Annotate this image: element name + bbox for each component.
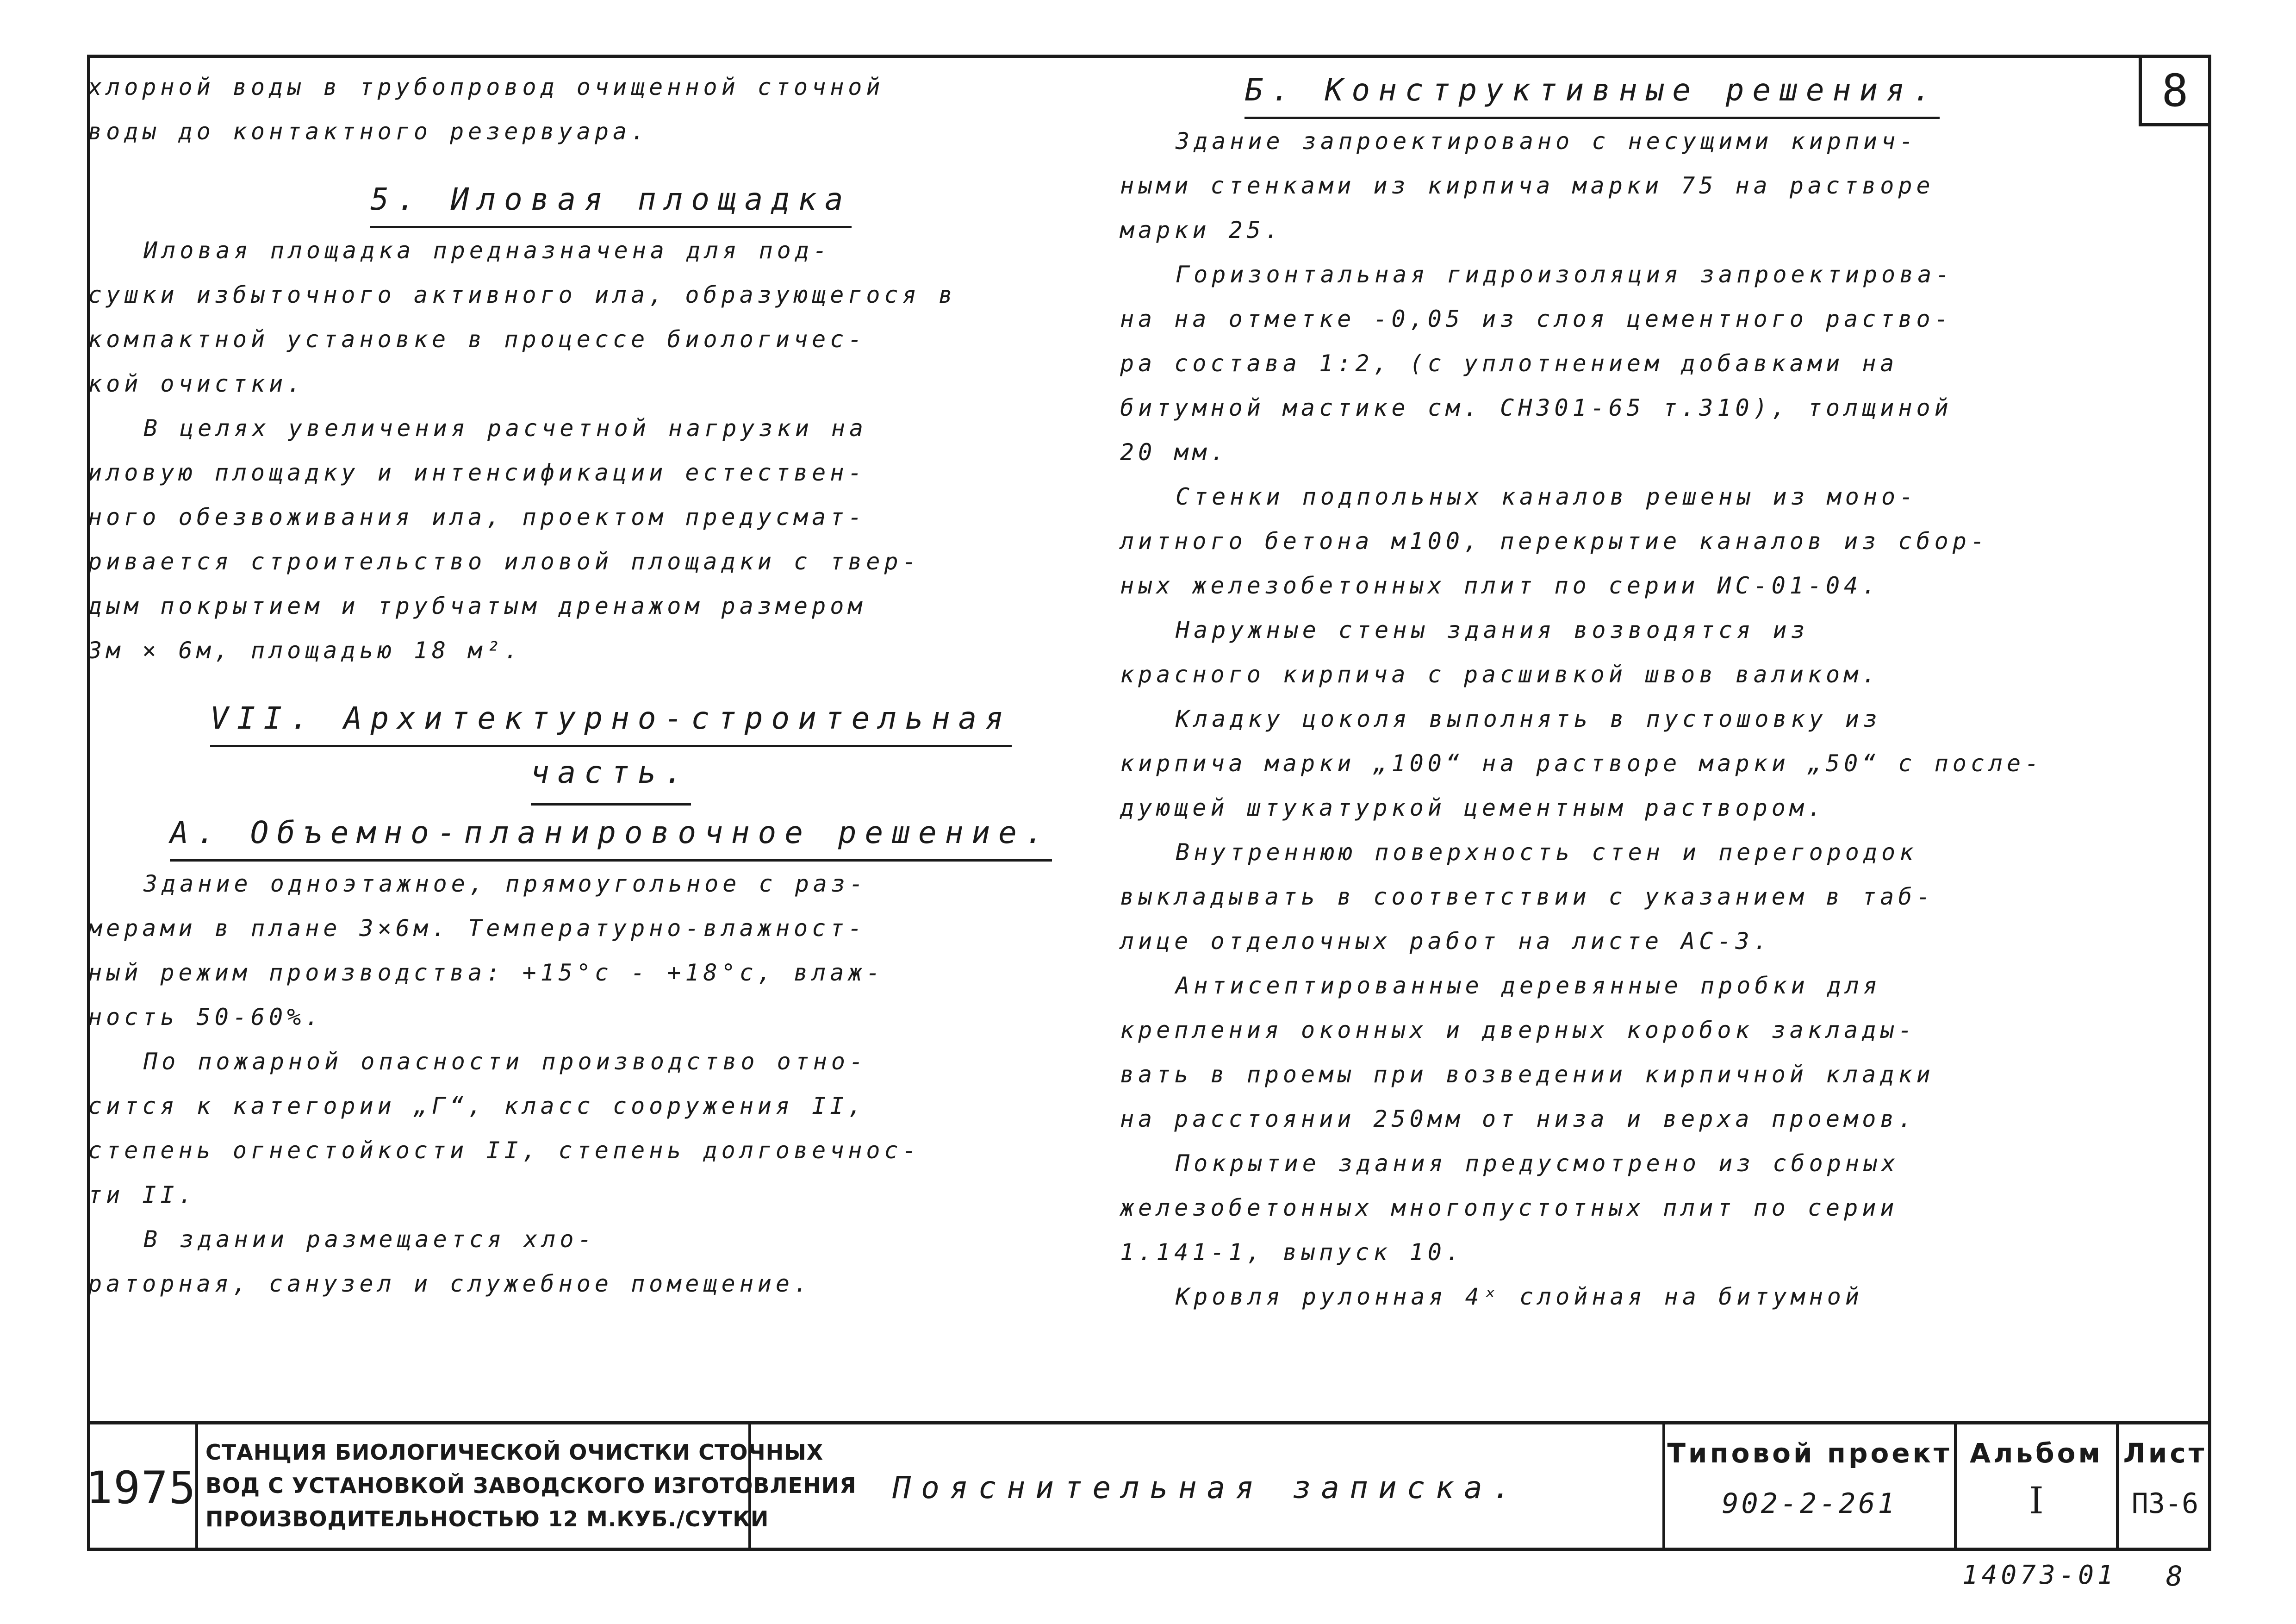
text-line: крепления оконных и дверных коробок заклады- <box>1120 1017 1916 1043</box>
left-column <box>88 65 1134 1306</box>
text-line: кирпича марки „100“ на растворе марки „50“ с после- <box>1120 750 2043 777</box>
subsection-a-heading: А. Объемно-планировочное решение. <box>170 807 1052 862</box>
text-line: степень огнестойкости II, степень долговечнос- <box>88 1137 921 1164</box>
text-line: мерами в плане 3×6м. Температурно-влажност- <box>88 915 866 942</box>
text-line: воды до контактного резервуара. <box>88 118 649 145</box>
text-line: Горизонтальная гидроизоляция запроектирова- <box>1176 261 1954 288</box>
subsection-a-heading-wrap <box>88 807 1134 862</box>
section-5-heading-wrap <box>88 174 1134 228</box>
text-line: раторная, санузел и служебное помещение. <box>88 1270 812 1297</box>
text-line: дующей штукатуркой цементным раствором. <box>1120 794 1826 821</box>
text-line: ривается строительство иловой площадки с твер- <box>88 548 921 575</box>
section-7-heading-wrap-2 <box>88 747 1134 799</box>
station-line: ПРОИЗВОДИТЕЛЬНОСТЬЮ 12 М.КУБ./СУТКИ <box>205 1506 769 1531</box>
text-line: В целях увеличения расчетной нагрузки на <box>143 415 868 442</box>
text-line: ных железобетонных плит по серии ИС-01-04. <box>1120 572 1880 599</box>
text-line: ра состава 1:2, (с уплотнением добавками на <box>1120 350 1898 377</box>
title-block-album <box>1957 1424 2119 1551</box>
text-line: на расстоянии 250мм от низа и верха проемов. <box>1120 1106 1916 1132</box>
text-line: кой очистки. <box>88 370 305 397</box>
text-line: вать в проемы при возведении кирпичной кладки <box>1120 1061 1935 1088</box>
title-block-sheet <box>2119 1424 2211 1551</box>
sheet-label: Лист <box>2123 1437 2207 1469</box>
text-line: Кровля рулонная 4ˣ слойная на битумной <box>1176 1283 1863 1310</box>
section-7-heading-wrap <box>88 693 1134 747</box>
project-value: 902-2-261 <box>1722 1487 1898 1520</box>
station-line: СТАНЦИЯ БИОЛОГИЧЕСКОЙ ОЧИСТКИ СТОЧНЫХ <box>205 1440 824 1465</box>
section-b-heading-wrap <box>1120 65 2064 119</box>
text-line: Антисептированные деревянные пробки для <box>1176 972 1881 999</box>
section-7-heading-line2: часть. <box>531 747 691 799</box>
section-7-heading: VII. Архитектурно-строительная <box>210 693 1012 747</box>
station-line: ВОД С УСТАНОВКОЙ ЗАВОДСКОГО ИЗГОТОВЛЕНИЯ <box>205 1473 857 1498</box>
footer-code: 14073-01 <box>1962 1560 2117 1590</box>
text-line: В здании размещается хло- <box>143 1226 596 1253</box>
text-line: По пожарной опасности производство отно- <box>143 1048 868 1075</box>
text-line: ность 50-60%. <box>88 1004 324 1031</box>
project-label: Типовой проект <box>1667 1437 1952 1469</box>
text-line: выкладывать в соответствии с указанием в таб- <box>1120 883 1935 910</box>
text-line: Здание одноэтажное, прямоугольное с раз- <box>143 870 868 897</box>
text-line: 20 мм. <box>1120 439 1229 466</box>
text-line: Стенки подпольных каналов решены из моно- <box>1176 483 1918 510</box>
title-block-document-title: Пояснительная записка. <box>751 1424 1665 1551</box>
sheet-number-badge: 8 <box>2139 58 2208 126</box>
text-line: марки 25. <box>1120 217 1283 244</box>
right-column <box>1120 65 2064 1319</box>
text-line: хлорной воды в трубопровод очищенной сточной <box>88 74 884 100</box>
text-line: на на отметке -0,05 из слоя цементного раство- <box>1120 306 1953 332</box>
title-block <box>87 1421 2211 1551</box>
section-5-heading: 5. Иловая площадка <box>370 174 851 228</box>
sheet-value: ПЗ-6 <box>2131 1487 2199 1520</box>
text-line: дым покрытием и трубчатым дренажом размером <box>88 593 866 619</box>
text-line: Наружные стены здания возводятся из <box>1176 617 1809 643</box>
text-line: ными стенками из кирпича марки 75 на растворе <box>1120 172 1935 199</box>
section-b-heading: Б. Конструктивные решения. <box>1244 65 1939 119</box>
text-line: 3м × 6м, площадью 18 м². <box>88 637 523 664</box>
text-line: ного обезвоживания ила, проектом предусмат- <box>88 504 866 531</box>
text-line: компактной установке в процессе биологичес- <box>88 326 866 353</box>
text-line: Кладку цоколя выполнять в пустошовку из <box>1176 706 1881 732</box>
text-line: битумной мастике см. СН301-65 т.310), толщиной <box>1120 394 1953 421</box>
title-block-project <box>1665 1424 1957 1551</box>
text-line: сится к категории „Г“, класс сооружения II, <box>88 1093 866 1119</box>
text-line: Покрытие здания предусмотрено из сборных <box>1176 1150 1900 1177</box>
text-line: иловую площадку и интенсификации естествен- <box>88 459 866 486</box>
title-block-station <box>198 1424 857 1551</box>
text-line: 1.141-1, выпуск 10. <box>1120 1239 1464 1266</box>
text-line: Внутреннюю поверхность стен и перегородок <box>1176 839 1918 866</box>
title-block-year: 1975 <box>87 1424 198 1551</box>
text-line: Иловая площадка предназначена для под- <box>143 237 831 264</box>
text-line: железобетонных многопустотных плит по серии <box>1120 1194 1898 1221</box>
text-line: лице отделочных работ на листе АС-3. <box>1120 928 1772 955</box>
album-value: I <box>2029 1479 2044 1522</box>
footer-page-number: 8 <box>2166 1560 2183 1593</box>
text-line: красного кирпича с расшивкой швов валиком. <box>1120 661 1880 688</box>
album-label: Альбом <box>1970 1437 2103 1469</box>
text-line: Здание запроектировано с несущими кирпич- <box>1176 128 1918 155</box>
text-line: литного бетона м100, перекрытие каналов из сбор- <box>1120 528 1989 555</box>
text-line: сушки избыточного активного ила, образующегося в <box>88 281 957 308</box>
text-line: ный режим производства: +15°с - +18°с, влаж- <box>88 959 884 986</box>
text-line: ти II. <box>88 1181 197 1208</box>
